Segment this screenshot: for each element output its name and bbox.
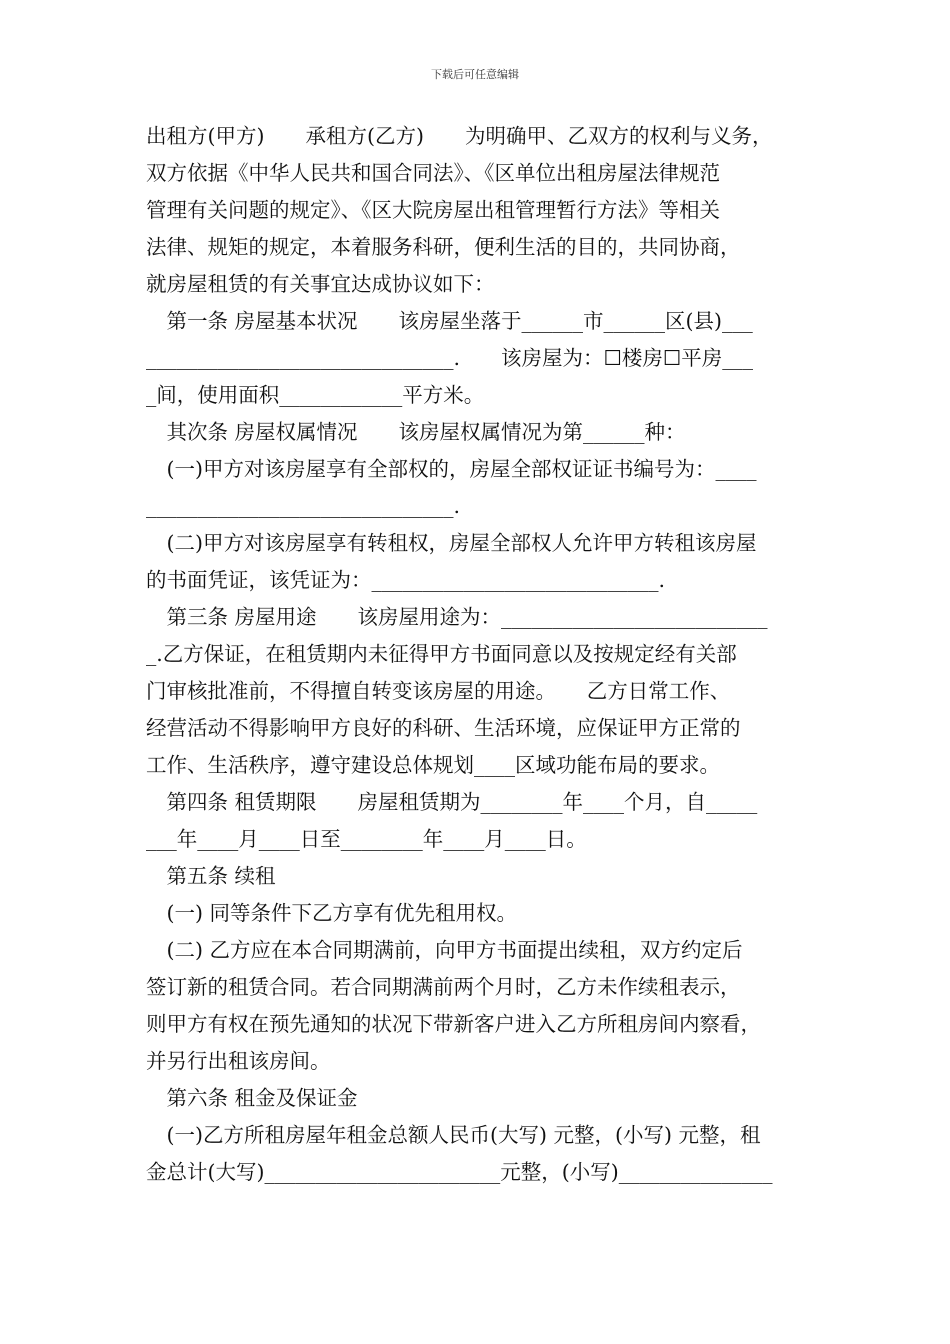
text-line: ______________________________.: [146, 494, 461, 518]
text-line: (一) 同等条件下乙方享有优先租用权。: [146, 901, 518, 925]
article-2-heading: 其次条 房屋权属情况 该房屋权属情况为第______种：: [146, 420, 686, 444]
text-line: 签订新的租赁合同。若合同期满前两个月时，乙方未作续租表示，: [146, 975, 741, 999]
text-line: 并另行出租该房间。: [146, 1049, 331, 1073]
text-line: 出租方(甲方) 承租方(乙方) 为明确甲、乙双方的权利与义务，: [146, 124, 773, 148]
text-line: 则甲方有权在预先通知的状况下带新客户进入乙方所租房间内察看，: [146, 1012, 761, 1036]
article-4-heading: 第四条 租赁期限 房屋租赁期为________年____个月，自_____: [146, 790, 758, 814]
text-line: (二) 乙方应在本合同期满前，向甲方书面提出续租，双方约定后: [146, 938, 743, 962]
text-line: 经营活动不得影响甲方良好的科研、生活环境，应保证甲方正常的: [146, 716, 741, 740]
page-header: 下载后可任意编辑: [431, 68, 519, 81]
text-line: _间，使用面积____________平方米。: [146, 383, 485, 407]
text-line: (二)甲方对该房屋享有转租权，房屋全部权人允许甲方转租该房屋: [146, 531, 757, 555]
text-line: 的书面凭证，该凭证为：____________________________.: [146, 568, 666, 592]
text-line: 金总计(大写)_______________________元整，(小写)_______________: [146, 1160, 773, 1184]
text-line: 就房屋租赁的有关事宜达成协议如下：: [146, 272, 495, 296]
article-3-heading: 第三条 房屋用途 该房屋用途为：__________________________: [146, 605, 768, 629]
text-line: _.乙方保证，在租赁期内未征得甲方书面同意以及按规定经有关部: [146, 642, 737, 666]
text-line: (一)乙方所租房屋年租金总额人民币(大写) 元整，(小写) 元整，租: [146, 1123, 761, 1147]
text-line: (一)甲方对该房屋享有全部权的，房屋全部权证证书编号为：____: [146, 457, 757, 481]
article-6-heading: 第六条 租金及保证金: [146, 1086, 358, 1110]
text-line: ______________________________. 该房屋为：☐楼房☐平房___: [146, 346, 754, 370]
text-line: 管理有关问题的规定》、《区大院房屋出租管理暂行方法》等相关: [146, 198, 720, 222]
article-1-heading: 第一条 房屋基本状况 该房屋坐落于______市______区(县)___: [146, 309, 753, 333]
article-5-heading: 第五条 续租: [146, 864, 276, 888]
text-line: 法律、规矩的规定，本着服务科研，便利生活的目的，共同协商，: [146, 235, 741, 259]
text-line: 工作、生活秩序，遵守建设总体规划____区域功能布局的要求。: [146, 753, 720, 777]
text-line: ___年____月____日至________年____月____日。: [146, 827, 587, 851]
text-line: 门审核批准前，不得擅自转变该房屋的用途。 乙方日常工作、: [146, 679, 731, 703]
text-line: 双方依据《中华人民共和国合同法》、《区单位出租房屋法律规范: [146, 161, 720, 185]
contract-body: [146, 118, 816, 1191]
